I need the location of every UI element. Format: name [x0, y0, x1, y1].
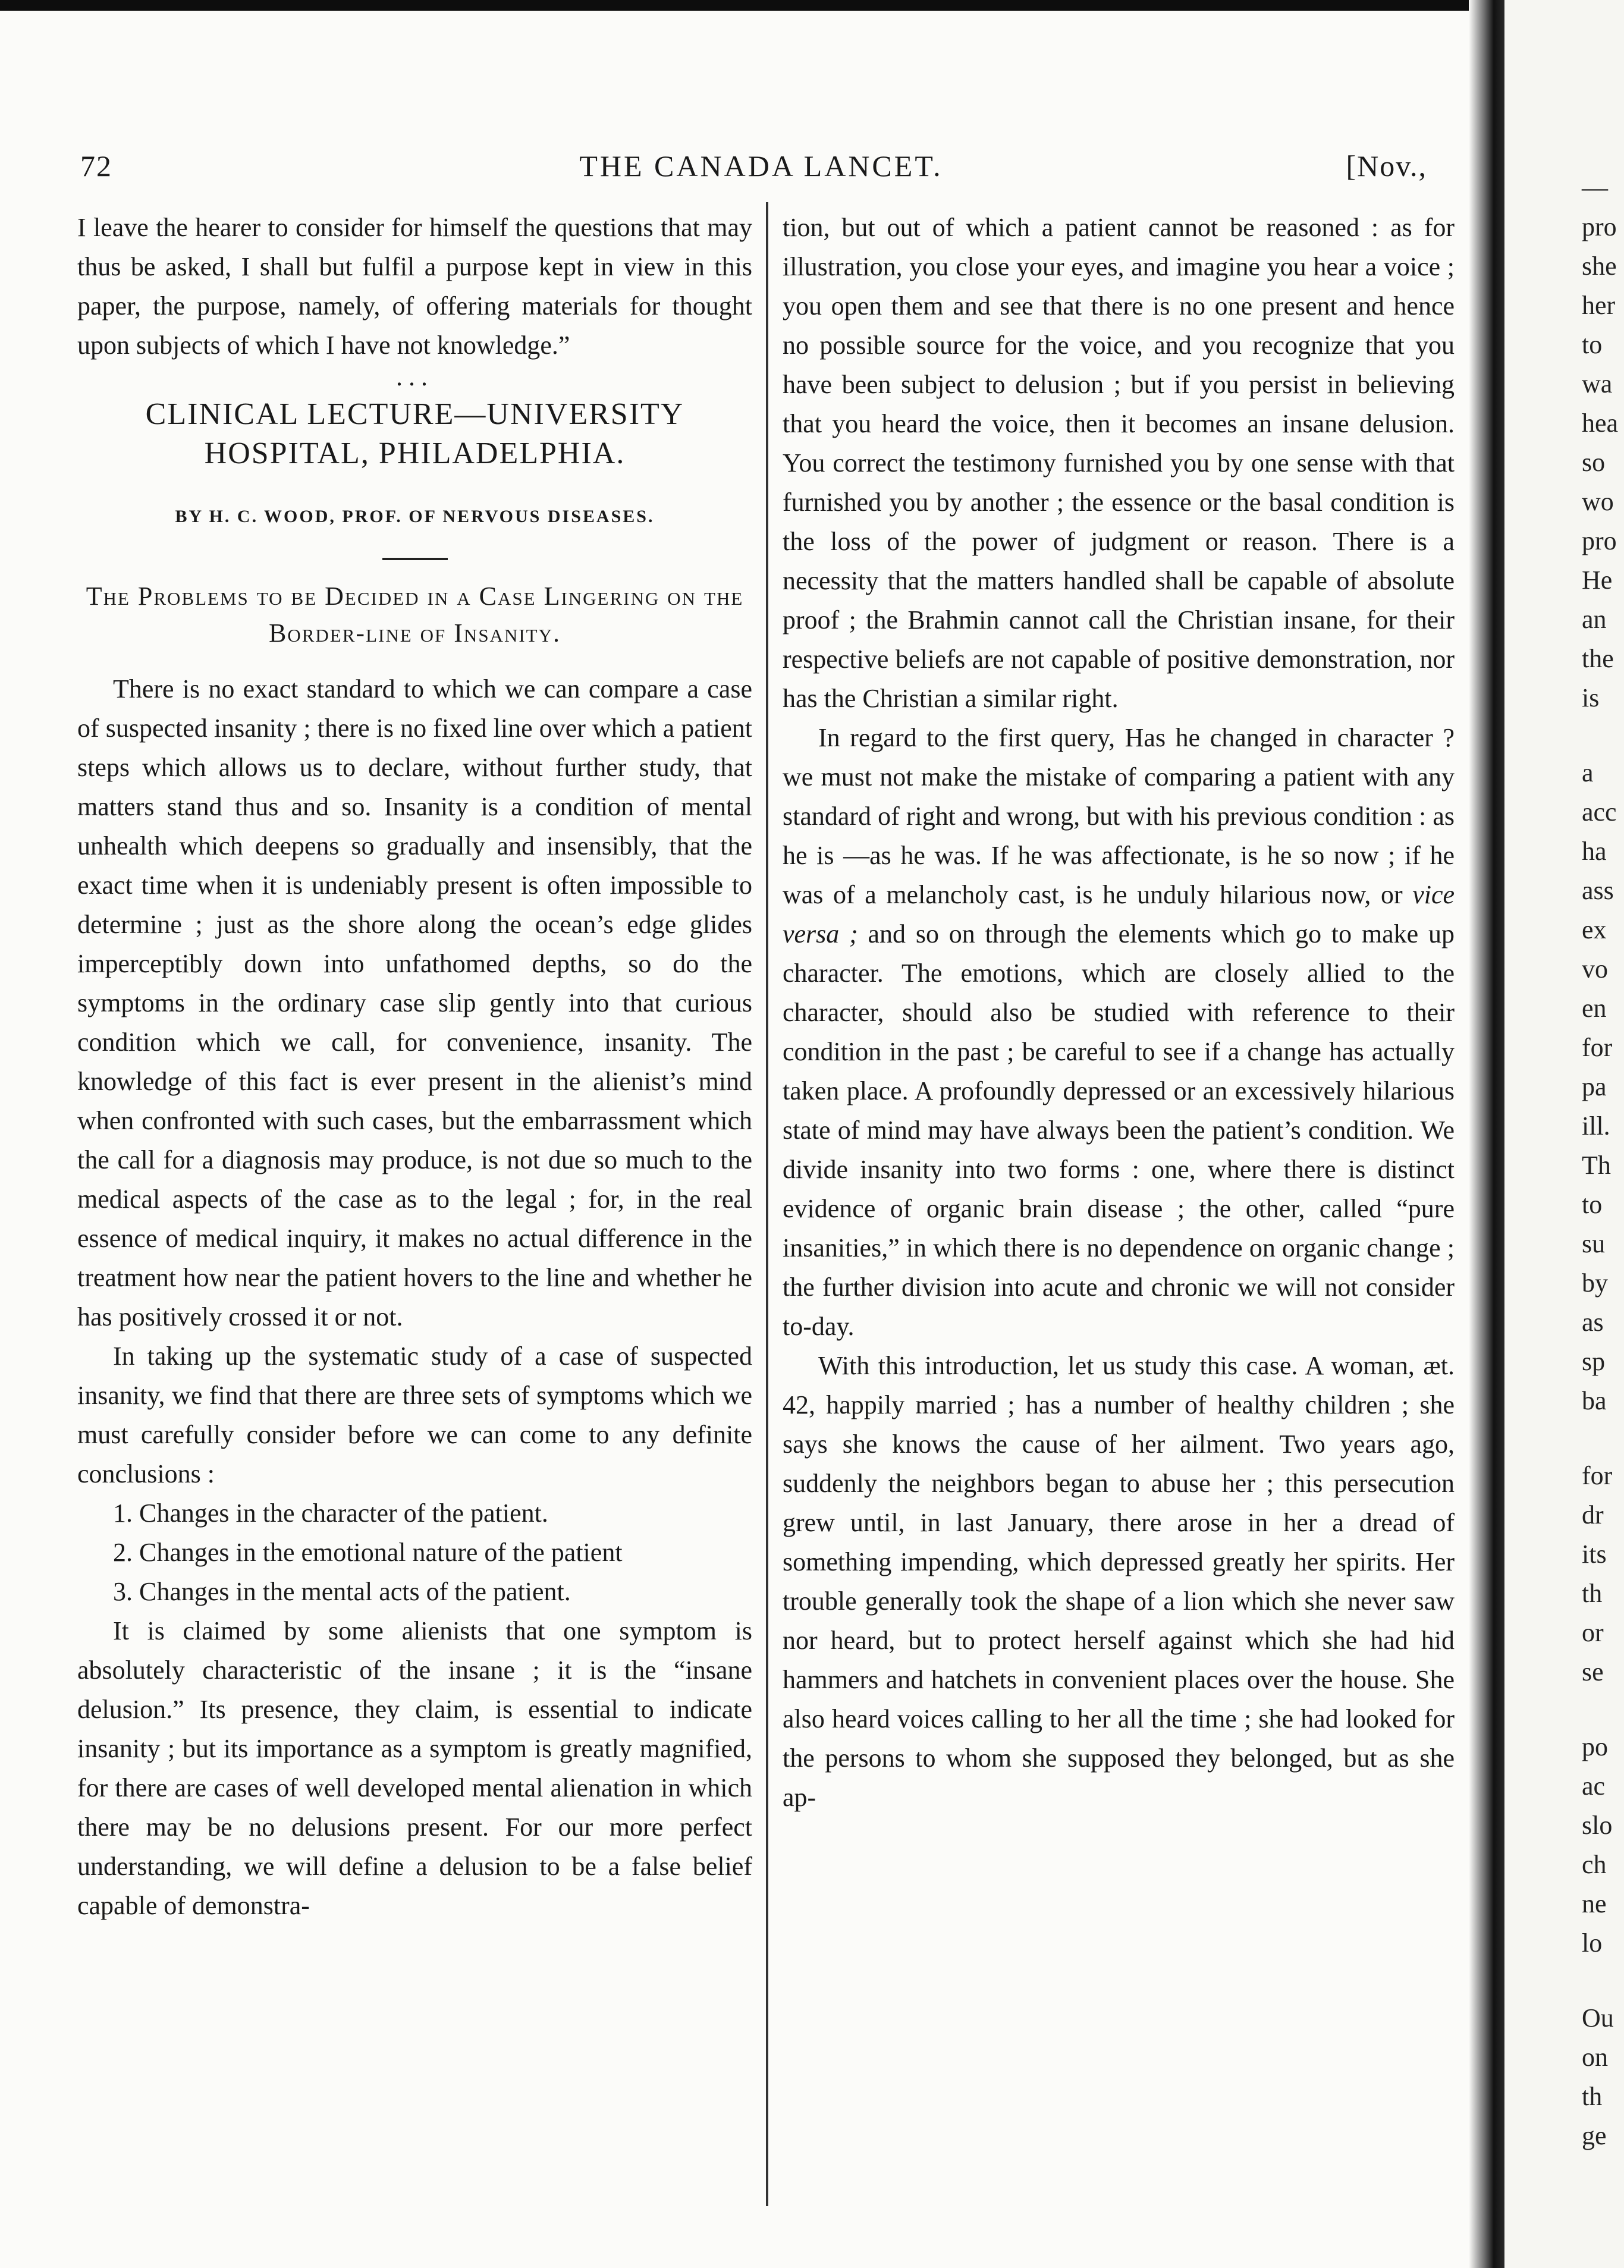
body-paragraph	[783, 718, 1455, 1346]
facing-page-fragment: for	[1582, 1461, 1613, 1490]
body-paragraph: With this introduction, let us study this case. A woman, æt. 42, happily married ; has a number of healthy children ; she says she knows the cause of her ailment. Two years ago, suddenly the neighbors began to abuse her ; this persecution grew until, in last January, there arose in her a dread of something impending, which depressed greatly her spirits. Her trouble generally took the shape of a lion which she never saw nor heard, but to protect herself against which she had hid hammers and hatchets in convenient places over the house. She also heard voices calling to her all the time ; she had looked for the persons to whom she supposed they belonged, but as she ap-	[783, 1351, 1455, 1812]
facing-page-fragment: so	[1582, 448, 1606, 477]
facing-page-fragment: dr	[1582, 1500, 1604, 1529]
left-column	[77, 208, 752, 1925]
facing-page-fragment: she	[1582, 252, 1617, 281]
facing-page-fragment: se	[1582, 1657, 1604, 1686]
page-top-edge	[0, 0, 1624, 11]
facing-page-fragment: —	[1582, 173, 1608, 202]
facing-page-fragment: hea	[1582, 409, 1619, 438]
facing-page-fragment: th	[1582, 2082, 1603, 2111]
facing-page-fragment: pa	[1582, 1072, 1607, 1101]
symptom-list	[77, 1494, 752, 1612]
facing-page-fragment: pro	[1582, 526, 1617, 555]
facing-page-fragment: its	[1582, 1540, 1607, 1569]
page-number: 72	[80, 149, 112, 183]
body-paragraph: There is no exact standard to which we can compare a case of suspected insanity ; there is no fixed line over which a patient steps which allows us to declare, without further study, that matters stand thus and so. Insanity is a condition of mental unhealth which deepens so gradually and insensibly, that the exact time when it is undeniably present is often impossible to determine ; just as the shore along the ocean’s edge glides imperceptibly down into unfathomed depths, so do the symptoms in the ordinary case slip gently into that curious condition which we call, for convenience, insanity. The knowledge of this fact is ever present in the alienist’s mind when confronted with such cases, but the embarrassment which the call for a diagnosis may produce, is not due so much to the medical aspects of the case as to the legal ; for, in the real essence of medical inquiry, it makes no actual difference in the treatment how near the patient hovers to the line and whether he has positively crossed it or not.	[77, 674, 752, 1331]
facing-page-fragment: ne	[1582, 1889, 1607, 1918]
facing-page-fragment: Th	[1582, 1151, 1611, 1180]
book-spine-shadow	[1469, 0, 1504, 2268]
facing-page-fragment: her	[1582, 291, 1616, 320]
facing-page-fragment: ha	[1582, 837, 1607, 866]
facing-page-fragment: the	[1582, 644, 1614, 673]
facing-page-fragment: an	[1582, 605, 1607, 634]
section-separator: ...	[396, 362, 434, 391]
title-rule	[382, 558, 448, 560]
facing-page-fragment: po	[1582, 1732, 1608, 1761]
journal-title: THE CANADA LANCET.	[579, 149, 943, 183]
article-subheading: The Problems to be Decided in a Case Lingering on the Border-line of Insanity.	[86, 582, 744, 648]
latin-phrase: vice versa ;	[783, 880, 1455, 948]
facing-page-fragment: on	[1582, 2043, 1608, 2072]
facing-page-fragment: pro	[1582, 212, 1617, 241]
right-column	[783, 208, 1455, 1817]
facing-page-fragment: th	[1582, 1579, 1603, 1608]
facing-page-fragment: as	[1582, 1308, 1604, 1337]
column-divider	[766, 202, 768, 2206]
list-item: 1. Changes in the character of the patient.	[113, 1499, 548, 1528]
body-paragraph: It is claimed by some alienists that one symptom is absolutely characteristic of the insane ; it is the “insane delusion.” Its presence, they claim, is essential to indicate insanity ; but its importance as a symptom is greatly magnified, for there are cases of well developed mental alienation in which there may be no delusions present. For our more perfect understanding, we will define a delusion to be a false belief capable of demonstra-	[77, 1616, 752, 1920]
facing-page-fragment: to	[1582, 1190, 1603, 1219]
article-title: CLINICAL LECTURE—UNIVERSITY HOSPITAL, PHILADELPHIA.	[145, 397, 684, 470]
intro-paragraph: I leave the hearer to consider for himself the questions that may thus be asked, I shall but fulfil a purpose kept in view in this paper, the purpose, namely, of offering materials for thought upon subjects of which I have not knowledge.”	[77, 213, 752, 360]
facing-page-fragment: He	[1582, 566, 1613, 595]
facing-page-fragment: vo	[1582, 954, 1608, 984]
facing-page-fragment: ch	[1582, 1850, 1607, 1879]
facing-page-fragment: by	[1582, 1268, 1608, 1298]
facing-page-fragment: slo	[1582, 1811, 1613, 1840]
facing-page-fragment: ac	[1582, 1771, 1606, 1801]
facing-page-fragment: or	[1582, 1618, 1604, 1647]
facing-page-fragment: ass	[1582, 876, 1614, 905]
running-header	[77, 149, 1445, 196]
facing-page-fragment: Ou	[1582, 2003, 1614, 2033]
facing-page-fragment: en	[1582, 994, 1607, 1023]
article-byline: BY H. C. WOOD, PROF. OF NERVOUS DISEASES.	[175, 507, 655, 526]
facing-page-fragment: ex	[1582, 915, 1607, 944]
facing-page-fragment: ill.	[1582, 1111, 1610, 1141]
body-paragraph: tion, but out of which a patient cannot be reasoned : as for illustration, you close your eyes, and imagine you hear a voice ; you open them and see that there is no one present and hence no possible source for the voice, and you recognize that you have been subject to delusion ; but if you persist in believing that you heard the voice, then it becomes an insane delusion. You correct the testimony furnished you by one sense with that furnished you by another ; the essence or the basal condition is the loss of the power of judgment or reason. There is a necessity that the matters handled shall be capable of absolute proof ; the Brahmin cannot call the Christian insane, for their respective beliefs are not capable of positive demonstration, nor has the Christian a similar right.	[783, 213, 1455, 713]
facing-page-fragment: lo	[1582, 1928, 1603, 1958]
facing-page-fragment: is	[1582, 683, 1600, 712]
paragraph-text: In regard to the first query, Has he changed in character ? we must not make the mistake of comparing a patient with any standard of right and wrong, but with his previous condition : as he is —as he was. If he was affectionate, is he so now ; if he was of a melancholy cast, is he unduly hilarious now, or	[783, 723, 1455, 909]
facing-page-fragment: ba	[1582, 1386, 1607, 1415]
facing-page-fragment: for	[1582, 1033, 1613, 1062]
list-item: 3. Changes in the mental acts of the patient.	[113, 1577, 571, 1606]
facing-page-fragment: su	[1582, 1229, 1606, 1258]
list-item: 2. Changes in the emotional nature of the patient	[113, 1538, 623, 1567]
facing-page-fragment: wo	[1582, 487, 1614, 516]
paragraph-text: and so on through the elements which go to make up character. The emotions, which are closely allied to the character, should also be studied with reference to their condition in the past ; be careful to see if a change has actually taken place. A profoundly depressed or an excessively hilarious state of mind may have always been the patient’s condition. We divide insanity into two forms : one, where there is distinct evidence of organic brain disease ; the other, called “pure insanities,” in which there is no dependence on organic change ; the further division into acute and chronic we will not consider to-day.	[783, 919, 1455, 1341]
body-paragraph: In taking up the systematic study of a case of suspected insanity, we find that there are three sets of symptoms which we must carefully consider before we can come to any definite conclusions :	[77, 1342, 752, 1488]
issue-month: [Nov.,	[1346, 149, 1427, 183]
facing-page-fragment: wa	[1582, 369, 1613, 398]
facing-page-fragment: to	[1582, 330, 1603, 359]
facing-page-fragment: ge	[1582, 2121, 1607, 2150]
facing-page-fragment: sp	[1582, 1347, 1606, 1376]
facing-page-fragment: a	[1582, 758, 1594, 787]
facing-page-fragment: acc	[1582, 797, 1617, 827]
